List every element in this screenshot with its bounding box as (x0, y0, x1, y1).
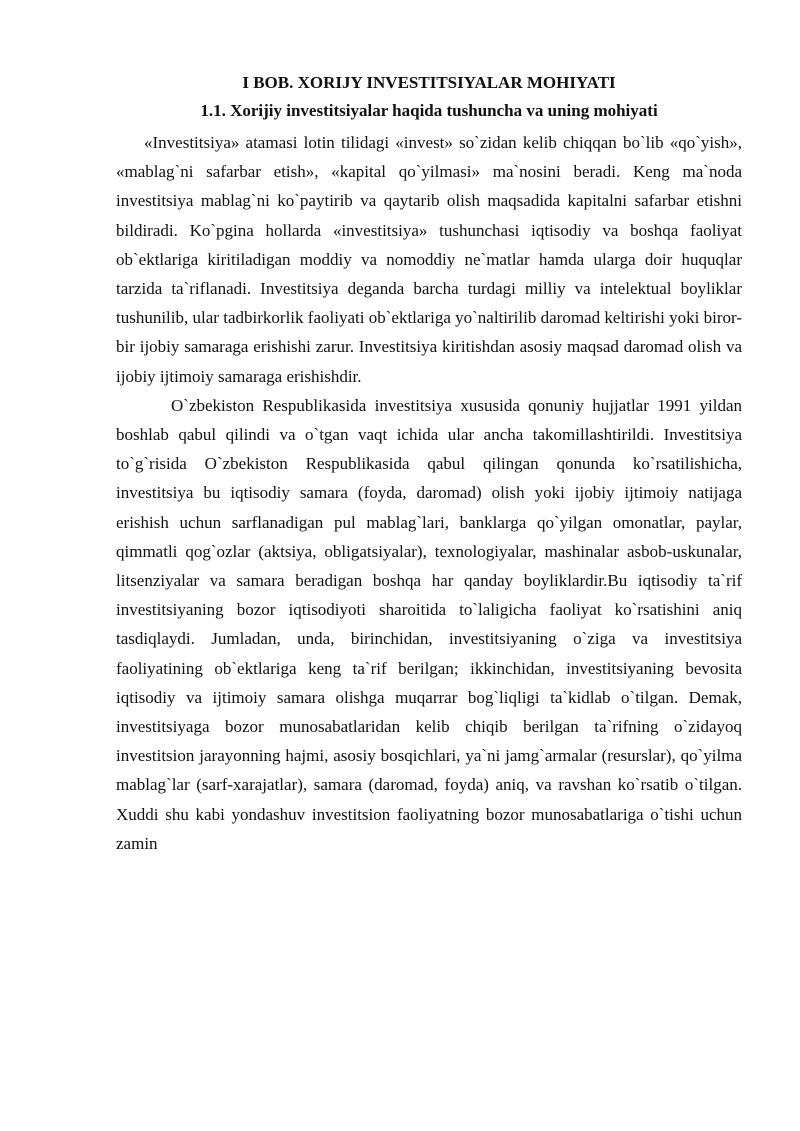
chapter-title: I BOB. XORIJY INVESTITSIYALAR MOHIYATI (242, 73, 616, 92)
paragraph-investment-definition: «Investitsiya» atamasi lotin tilidagi «invest» so`zidan kelib chiqqan bo`lib «qo`yish», «mablag`ni safarbar etish», «kapital qo`yilmasi» ma`nosini beradi. Keng ma`noda investitsiya mablag`ni ko`paytirib va qaytarib olish maqsadida kapitalni safarbar etishni bildiradi. Ko`pgina hollarda «investitsiya» tushunchasi iqtisodiy va boshqa faoliyat ob`ektlariga kiritiladigan moddiy va nomoddiy ne`matlar hamda ularga doir huquqlar tarzida ta`riflanadi. Investitsiya deganda barcha turdagi milliy va intelektual boyliklar tushunilib, ular tadbirkorlik faoliyati ob`ektlariga yo`naltirilib daromad keltirishi yoki biror-bir ijobiy samaraga erishishi zarur. Investitsiya kiritishdan asosiy maqsad daromad olish va ijobiy ijtimoiy samaraga erishishdir. (116, 133, 742, 386)
section-title: 1.1. Xorijiy investitsiyalar haqida tushuncha va uning mohiyati (200, 101, 658, 120)
paragraph-uzbekistan-legislation: O`zbekiston Respublikasida investitsiya xususida qonuniy hujjatlar 1991 yildan boshlab qabul qilindi va o`tgan vaqt ichida ular ancha takomillashtirildi. Investitsiya to`g`risida O`zbekiston Respublikasida qabul qilingan qonunda ko`rsatilishicha, investitsiya bu iqtisodiy samara (foyda, daromad) olish yoki ijobiy ijtimoiy natijaga erishish uchun sarflanadigan pul mablag`lari, banklarga qo`yilgan omonatlar, paylar, qimmatli qog`ozlar (aktsiya, obligatsiyalar), texnologiyalar, mashinalar asbob-uskunalar, litsenziyalar va samara beradigan boshqa har qanday boyliklardir.Bu iqtisodiy ta`rif investitsiyaning bozor iqtisodiyoti sharoitida to`laligicha faoliyat ko`rsatishini aniq tasdiqlaydi. Jumladan, unda, birinchidan, investitsiyaning o`ziga va investitsiya faoliyatining ob`ektlariga keng ta`rif berilgan; ikkinchidan, investitsiyaning bevosita iqtisodiy va ijtimoiy samara olishga muqarrar bog`liqligi ta`kidlab o`tilgan. Demak, investitsiyaga bozor munosabatlaridan kelib chiqib berilgan ta`rifning o`zidayoq investitsion jarayonning hajmi, asosiy bosqichlari, ya`ni jamg`armalar (resurslar), qo`yilma mablag`lar (sarf-xarajatlar), samara (daromad, foyda) aniq, va ravshan ko`rsatib o`tilgan. Xuddi shu kabi yondashuv investitsion faoliyatning bozor munosabatlariga o`tishi uchun zamin (116, 395, 742, 853)
document-page (116, 70, 742, 858)
